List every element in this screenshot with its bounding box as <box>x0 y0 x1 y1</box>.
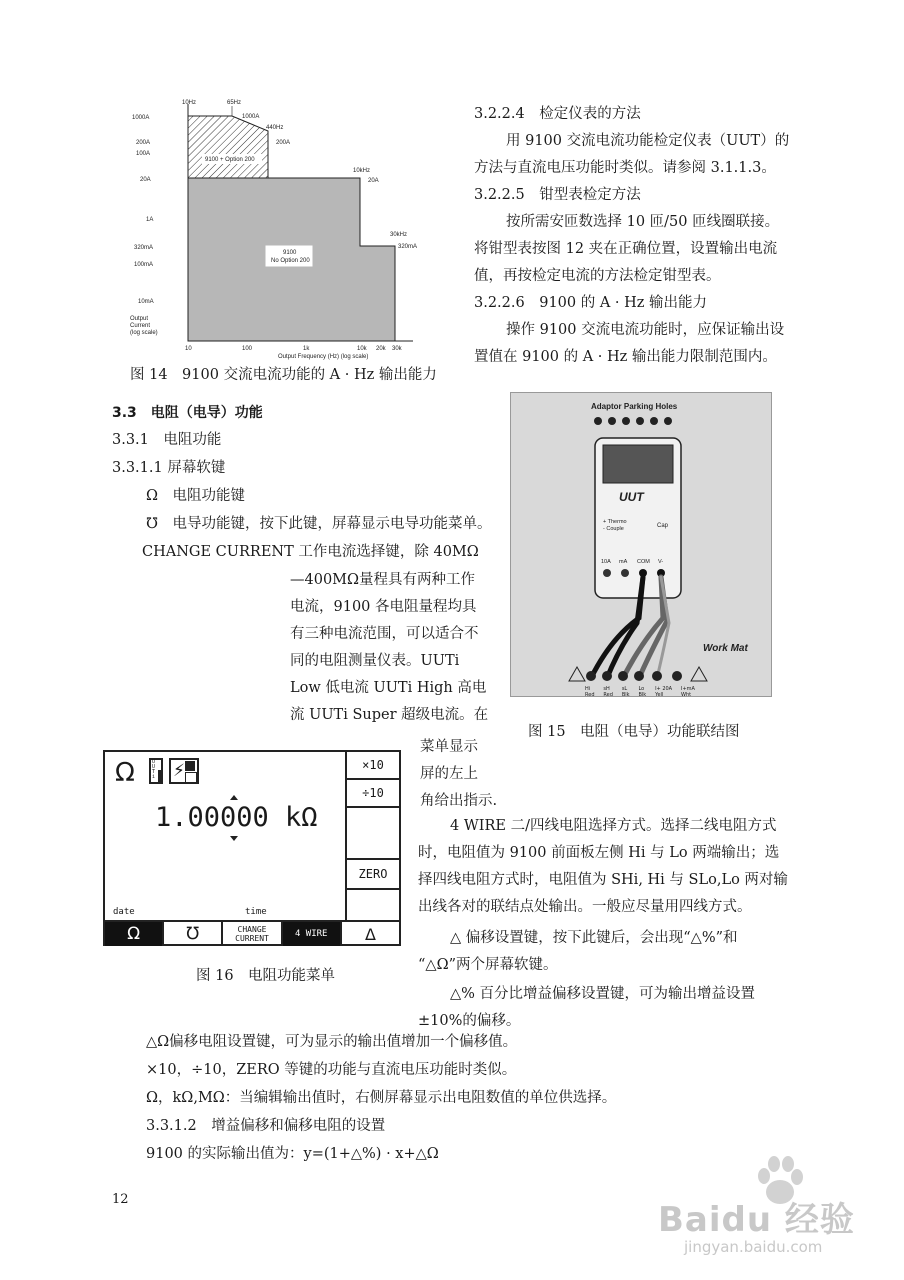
heading-3-2-2-5: 3.2.2.5 钳型表检定方法 <box>474 187 641 203</box>
ohm-indicator: Ω <box>115 758 135 788</box>
date-label: date <box>113 907 135 917</box>
side-blank-button[interactable] <box>345 808 399 860</box>
paragraph-line: ±10%的偏移。 <box>418 1013 521 1029</box>
paragraph-line: 4 WIRE 二/四线电阻选择方式。选择二线电阻方式 <box>450 818 777 834</box>
couple-label: - Couple <box>603 526 624 532</box>
x-tick-100: 100 <box>242 346 253 352</box>
thermo-label: + Thermo <box>603 519 627 525</box>
paragraph-line: 按所需安匝数选择 10 匝/50 匝线圈联接。 <box>506 214 780 230</box>
work-mat-label: Work Mat <box>703 643 748 654</box>
ann-20a: 20A <box>368 178 379 184</box>
watermark-brand: Baidu 经验 <box>658 1200 855 1240</box>
y-label-1: Output <box>130 316 149 322</box>
terminal-label: I+ 20A Yell <box>655 686 673 698</box>
zero-button[interactable]: ZERO <box>345 860 399 890</box>
divide-10-button[interactable]: ÷10 <box>345 780 399 808</box>
paragraph-line: 操作 9100 交流电流功能时，应保证输出设 <box>506 322 785 338</box>
uut-label: UUT <box>619 490 644 504</box>
terminal-labels <box>585 686 695 698</box>
no-option-label-1: 9100 <box>283 250 297 256</box>
y-label-3: (log scale) <box>130 330 158 336</box>
x-tick-labels <box>185 346 403 352</box>
paragraph-line: 同的电阻测量仪表。UUTi <box>290 653 460 669</box>
ann-320ma: 320mA <box>398 244 418 250</box>
softkey-change-current[interactable]: CHANGE CURRENT <box>223 922 282 946</box>
paragraph-line: △% 百分比增益偏移设置键，可为输出增益设置 <box>450 986 756 1002</box>
figure-15-connection-diagram <box>510 392 772 697</box>
softkey-bar <box>105 920 399 946</box>
heading-3-2-2-6: 3.2.2.6 9100 的 A · Hz 输出能力 <box>474 295 708 311</box>
terminal-row <box>586 671 682 681</box>
ann-1000a: 1000A <box>242 114 260 120</box>
x-tick-10k: 10k <box>357 346 367 352</box>
y-tick-10ma: 10mA <box>138 299 154 305</box>
y-tick-labels <box>132 115 154 305</box>
side-text-block <box>420 737 497 818</box>
terminal-label: sH Red <box>603 686 613 698</box>
output-indicator <box>169 758 199 784</box>
uuti-label: UUTi <box>152 759 156 780</box>
terminal-label: I+mA Wht <box>681 686 695 698</box>
adaptor-title: Adaptor Parking Holes <box>591 402 678 411</box>
paragraph-line: “△Ω”两个屏幕软键。 <box>418 957 558 973</box>
ann-10khz: 10kHz <box>353 168 371 174</box>
terminal-label: sL Blk <box>621 686 630 698</box>
jack-com: COM <box>637 559 650 565</box>
option-200-region <box>188 116 268 178</box>
figure-16-caption: 图 16 电阻功能菜单 <box>196 968 336 984</box>
y-tick-1000a: 1000A <box>132 115 150 121</box>
times-10-button[interactable]: ×10 <box>345 752 399 780</box>
paragraph-line: 屏的左上 <box>420 766 478 782</box>
paragraph-line: 有三种电流范围，可以适合不 <box>290 626 479 642</box>
paragraph-line: 时，电阻值为 9100 前面板左侧 Hi 与 Lo 两端输出；选 <box>418 845 780 861</box>
section-heading-3-3: 3.3 电阻（电导）功能 <box>112 405 263 421</box>
paragraph-line: 置值在 9100 的 A · Hz 输出能力限制范围内。 <box>474 349 777 365</box>
uuti-indicator <box>149 758 163 784</box>
figure-14-caption: 图 14 9100 交流电流功能的 A · Hz 输出能力 <box>130 367 437 383</box>
y-axis-label <box>130 316 158 336</box>
uut-connection-svg <box>511 393 771 696</box>
item-change-current: CHANGE CURRENT 工作电流选择键，除 40MΩ <box>142 544 479 560</box>
subheading-3-3-1-1: 3.3.1.1 屏幕软键 <box>112 460 226 476</box>
cap-label: Cap <box>657 523 669 529</box>
x-tick-20k: 20k <box>376 346 386 352</box>
x-tick-10: 10 <box>185 346 192 352</box>
y-tick-200a: 200A <box>136 140 151 146</box>
bottom-text <box>146 1032 616 1172</box>
softkey-4-wire[interactable]: 4 WIRE <box>283 922 342 946</box>
lightning-icon: ⚡ <box>173 761 185 781</box>
page-number: 12 <box>112 1192 129 1207</box>
ann-65hz: 65Hz <box>227 100 242 106</box>
terminal-label: Hi Red <box>585 686 595 698</box>
softkey-conductance[interactable]: ℧ <box>164 922 223 946</box>
y-tick-320ma: 320mA <box>134 245 154 251</box>
figure-16-lcd-screen <box>103 750 401 946</box>
paragraph-line: 用 9100 交流电流功能检定仪表（UUT）的 <box>506 133 790 149</box>
heading-3-3-1-2: 3.3.1.2 增益偏移和偏移电阻的设置 <box>146 1118 386 1134</box>
x-axis-label: Output Frequency (Hz) (log scale) <box>278 354 369 360</box>
formula-line: 9100 的实际输出值为：y=(1+△%) · x+△Ω <box>146 1146 439 1162</box>
ann-30khz: 30kHz <box>390 232 408 238</box>
jack-ma: mA <box>619 559 628 565</box>
no-option-label-2: No Option 200 <box>271 258 310 264</box>
paragraph-line: 值，再按检定电流的方法检定钳型表。 <box>474 268 721 284</box>
heading-3-2-2-4: 3.2.2.4 检定仪表的方法 <box>474 106 641 122</box>
subheading-3-3-1: 3.3.1 电阻功能 <box>112 432 222 448</box>
paragraph-line: 角给出指示. <box>420 793 498 809</box>
right-column-text <box>474 104 804 374</box>
y-tick-1a: 1A <box>146 217 154 223</box>
figure-15-caption: 图 15 电阻（电导）功能联结图 <box>528 724 740 740</box>
paragraph-line: 择四线电阻方式时，电阻值为 SHi, Hi 与 SLo,Lo 两对输 <box>418 872 788 888</box>
time-label: time <box>245 907 267 917</box>
y-tick-100ma: 100mA <box>134 262 154 268</box>
item-ohm-key: Ω 电阻功能键 <box>146 488 246 504</box>
y-tick-100a: 100A <box>136 151 151 157</box>
cursor-up-icon <box>230 795 238 800</box>
paragraph-line: 电流，9100 各电阻量程均具 <box>290 599 477 615</box>
parking-holes <box>594 417 672 425</box>
wrapped-text-block <box>290 570 488 732</box>
paragraph-line: ×10，÷10，ZERO 等键的功能与直流电压功能时类似。 <box>146 1062 517 1078</box>
paragraph-line: —400MΩ量程具有两种工作 <box>290 572 476 588</box>
baidu-watermark <box>650 1150 890 1270</box>
watermark-url: jingyan.baidu.com <box>684 1238 823 1256</box>
paragraph-line: 方法与直流电压功能时类似。请参阅 3.1.1.3。 <box>474 160 776 176</box>
ahz-capability-chart <box>128 96 418 366</box>
ann-200a: 200A <box>276 140 291 146</box>
paragraph-line: Ω，kΩ,MΩ：当编辑输出值时，右侧屏幕显示出电阻数值的单位供选择。 <box>146 1090 617 1106</box>
jack-10a: 10A <box>601 559 611 565</box>
figure-14-chart <box>128 96 418 366</box>
softkey-delta[interactable]: Δ <box>364 924 376 944</box>
item-conductance-key: ℧ 电导功能键，按下此键，屏幕显示电导功能菜单。 <box>146 516 492 532</box>
x-tick-30k: 30k <box>392 346 402 352</box>
uut-display <box>603 445 673 483</box>
y-tick-20a: 20A <box>140 177 151 183</box>
paragraph-line: 流 UUTi Super 超级电流。在 <box>290 707 489 723</box>
mid-right-text <box>418 816 808 1038</box>
paragraph-line: △ 偏移设置键，按下此键后，会出现“△%”和 <box>450 930 738 946</box>
softkey-ohm[interactable]: Ω <box>105 922 164 946</box>
paragraph-line: 出线各对的联结点处输出。一般应尽量用四线方式。 <box>418 899 752 915</box>
paragraph-line: △Ω偏移电阻设置键，可为显示的输出值增加一个偏移值。 <box>146 1034 518 1050</box>
paragraph-line: 菜单显示 <box>420 739 478 755</box>
ann-10hz: 10Hz <box>182 100 197 106</box>
paragraph-line: 将钳型表按图 12 夹在正确位置，设置输出电流 <box>474 241 778 257</box>
x-tick-1k: 1k <box>303 346 310 352</box>
option-200-label: 9100 + Option 200 <box>205 157 255 163</box>
terminal-label: Lo Blk <box>638 686 647 698</box>
resistance-reading: 1.00000 kΩ <box>155 802 318 833</box>
cursor-down-icon <box>230 836 238 841</box>
jack-v: V- <box>658 559 664 565</box>
paragraph-line: Low 低电流 UUTi High 高电 <box>290 680 487 696</box>
ann-440hz: 440Hz <box>266 125 284 131</box>
y-label-2: Current <box>130 323 151 329</box>
side-blank-button-2[interactable] <box>345 890 399 920</box>
